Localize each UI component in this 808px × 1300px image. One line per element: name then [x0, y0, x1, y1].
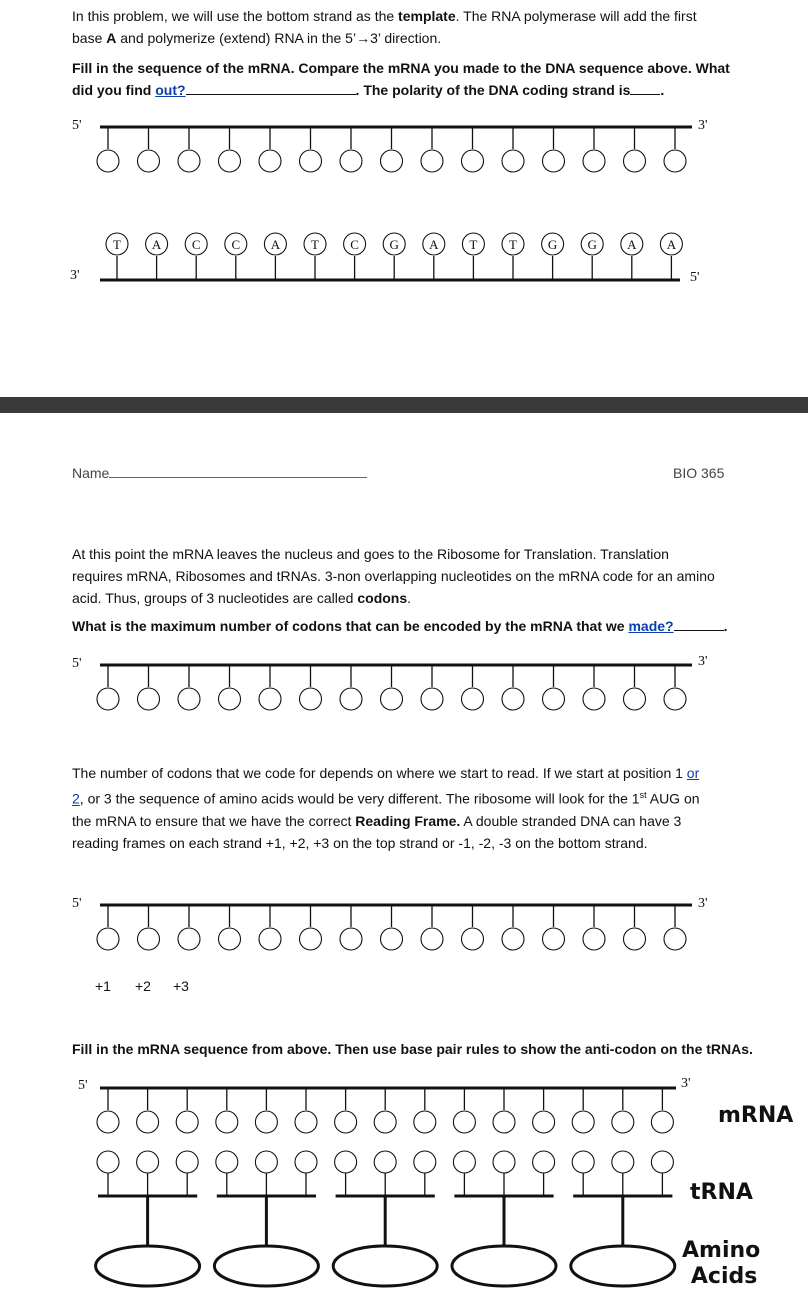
template-base-letter: A — [429, 237, 439, 252]
strand4-3prime-label: 3' — [681, 1076, 691, 1091]
trna-label: tRNA — [690, 1180, 753, 1205]
frame-label-2: +2 — [135, 978, 151, 994]
anticodon-circle — [493, 1151, 515, 1173]
template-base-letter: G — [587, 237, 597, 252]
strand-3prime-label: 3' — [698, 118, 708, 133]
amino-acid-oval — [96, 1246, 200, 1286]
template-3prime-label: 3' — [70, 268, 80, 283]
template-5prime-label: 5' — [690, 270, 700, 285]
question-fill-trna: Fill in the mRNA sequence from above. Then use base pair rules to show the anti-codon on the tRNAs. — [72, 1041, 753, 1057]
anticodon-circle — [295, 1151, 317, 1173]
intro-paragraph: In this problem, we will use the bottom strand as the template. The RNA polymerase will add the first base A and polymerize (extend) RNA in the 5’→3’ direction. — [72, 8, 697, 46]
amino-acids-label: Amino Acids — [682, 1238, 761, 1289]
amino-acid-oval — [333, 1246, 437, 1286]
strand3-5prime-label: 5' — [72, 896, 82, 911]
anticodon-circle — [612, 1151, 634, 1173]
amino-acid-oval — [452, 1246, 556, 1286]
anticodon-circle — [651, 1151, 673, 1173]
course-label: BIO 365 — [673, 465, 725, 481]
anticodon-circle — [255, 1151, 277, 1173]
anticodon-circle — [533, 1151, 555, 1173]
template-base-letter: A — [151, 237, 162, 252]
anticodon-circle — [137, 1151, 159, 1173]
template-base-letter: A — [627, 237, 637, 252]
question-mrna-sequence: Fill in the sequence of the mRNA. Compare the mRNA you made to the DNA sequence above. What did you find out? . The polarity of the DNA coding strand is . — [72, 60, 730, 98]
template-base-letter: C — [191, 237, 201, 252]
template-base-letter: T — [469, 237, 478, 252]
translation-paragraph: At this point the mRNA leaves the nucleus and goes to the Ribosome for Translation. Translation requires mRNA, Ribosomes and tRNAs. 3-non overlapping nucleotides on the mRNA code for an amino acid. Thus, groups of 3 nucleotides are called codons. — [72, 546, 715, 606]
mrna-label: mRNA — [718, 1103, 794, 1128]
anticodon-circle — [176, 1151, 198, 1173]
template-base-letter: C — [231, 237, 241, 252]
frame-label-3: +3 — [173, 978, 189, 994]
amino-acid-oval — [571, 1246, 675, 1286]
anticodon-circle — [453, 1151, 475, 1173]
template-base-letter: T — [311, 237, 319, 252]
reading-frame-paragraph: The number of codons that we code for depends on where we start to read. If we start at position 1 or 2, or 3 the sequence of amino acids would be very different. The ribosome will look for the 1st AUG on the mRNA to ensure that we have the correct Reading Frame. A double stranded DNA can have 3 reading frames on each strand +1, +2, +3 on the top strand or -1, -2, -3 on the bottom strand. — [72, 765, 700, 851]
anticodon-circle — [572, 1151, 594, 1173]
anticodon-circle — [216, 1151, 238, 1173]
anticodon-circle — [97, 1151, 119, 1173]
anticodon-circle — [414, 1151, 436, 1173]
template-base-letter: T — [509, 237, 517, 252]
name-field: Name — [72, 462, 367, 484]
template-base-letter: G — [389, 237, 399, 252]
question-max-codons: What is the maximum number of codons that can be encoded by the mRNA that we made? . — [72, 618, 728, 634]
amino-acid-oval — [214, 1246, 318, 1286]
strand4-5prime-label: 5' — [78, 1078, 88, 1093]
anticodon-circle — [335, 1151, 357, 1173]
template-base-letter: A — [666, 237, 677, 252]
template-base-letter: T — [113, 237, 121, 252]
strand-5prime-label: 5' — [72, 118, 82, 133]
template-base-letter: C — [350, 237, 359, 252]
strand2-5prime-label: 5' — [72, 656, 82, 671]
frame-label-1: +1 — [95, 978, 111, 994]
strand2-3prime-label: 3' — [698, 654, 708, 669]
anticodon-circle — [374, 1151, 396, 1173]
template-base-letter: A — [270, 237, 281, 252]
strand3-3prime-label: 3' — [698, 896, 708, 911]
template-base-letter: G — [547, 237, 558, 252]
